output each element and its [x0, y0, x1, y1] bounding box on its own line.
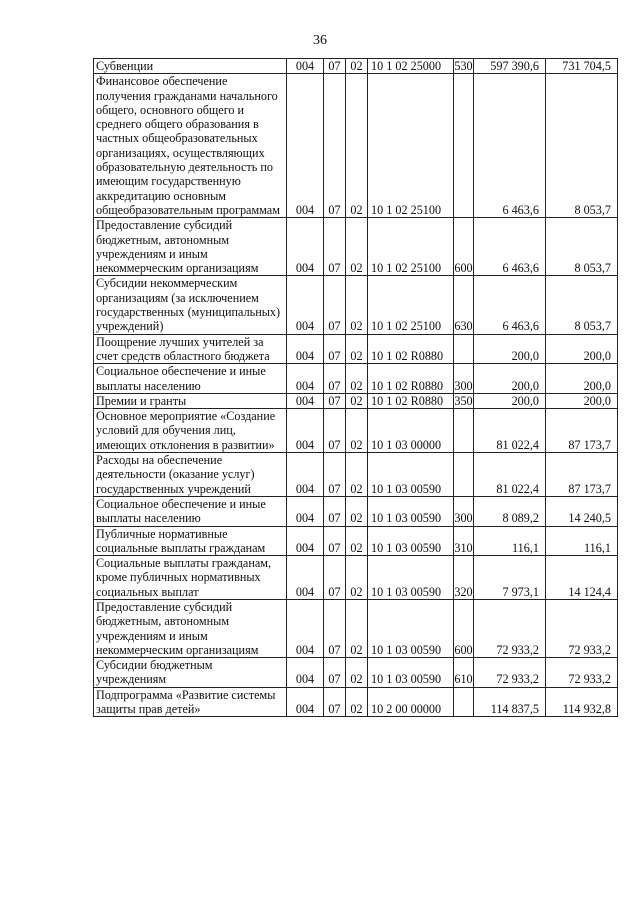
ministry-code-cell: 004	[287, 364, 324, 394]
item-name-cell: Субсидии бюджетным учреждениям	[94, 658, 287, 688]
section-code-cell: 07	[324, 59, 346, 74]
target-article-cell: 10 1 03 00590	[368, 526, 454, 556]
ministry-code-cell: 004	[287, 496, 324, 526]
item-name-cell: Финансовое обеспечение получения гражданами начального общего, основного общего и среднего общего образования в частных общеобразовательных организациях, осуществляющих образовательную деятельность по имеющим государственную аккредитацию основным общеобразовательным программам	[94, 74, 287, 218]
section-code-cell: 07	[324, 364, 346, 394]
item-name-cell: Социальные выплаты гражданам, кроме публичных нормативных социальных выплат	[94, 556, 287, 600]
amount-year2-cell: 116,1	[546, 526, 618, 556]
amount-year2-cell: 87 173,7	[546, 409, 618, 453]
table-row	[94, 334, 618, 364]
ministry-code-cell: 004	[287, 276, 324, 334]
item-name-cell: Подпрограмма «Развитие системы защиты прав детей»	[94, 687, 287, 717]
ministry-code-cell: 004	[287, 658, 324, 688]
target-article-cell: 10 1 03 00590	[368, 453, 454, 497]
amount-year2-cell: 72 933,2	[546, 599, 618, 657]
ministry-code-cell: 004	[287, 409, 324, 453]
amount-year1-cell: 72 933,2	[474, 658, 546, 688]
item-name-cell: Основное мероприятие «Создание условий для обучения лиц, имеющих отклонения в развитии»	[94, 409, 287, 453]
table-row	[94, 74, 618, 218]
expense-type-cell	[454, 687, 474, 717]
target-article-cell: 10 1 02 25100	[368, 276, 454, 334]
table-row	[94, 599, 618, 657]
section-code-cell: 07	[324, 276, 346, 334]
section-code-cell: 07	[324, 218, 346, 276]
target-article-cell: 10 1 02 R0880	[368, 393, 454, 408]
item-name-cell: Премии и гранты	[94, 393, 287, 408]
amount-year2-cell: 8 053,7	[546, 276, 618, 334]
ministry-code-cell: 004	[287, 59, 324, 74]
expense-type-cell: 300	[454, 496, 474, 526]
amount-year1-cell: 597 390,6	[474, 59, 546, 74]
table-row	[94, 364, 618, 394]
amount-year2-cell: 14 124,4	[546, 556, 618, 600]
amount-year1-cell: 200,0	[474, 364, 546, 394]
ministry-code-cell: 004	[287, 599, 324, 657]
subsection-code-cell: 02	[346, 74, 368, 218]
target-article-cell: 10 1 02 25100	[368, 218, 454, 276]
target-article-cell: 10 1 03 00590	[368, 599, 454, 657]
ministry-code-cell: 004	[287, 74, 324, 218]
expense-type-cell	[454, 409, 474, 453]
amount-year1-cell: 116,1	[474, 526, 546, 556]
item-name-cell: Расходы на обеспечение деятельности (оказание услуг) государственных учреждений	[94, 453, 287, 497]
item-name-cell: Субвенции	[94, 59, 287, 74]
budget-table	[93, 58, 618, 717]
amount-year2-cell: 87 173,7	[546, 453, 618, 497]
target-article-cell: 10 1 02 R0880	[368, 334, 454, 364]
expense-type-cell	[454, 453, 474, 497]
target-article-cell: 10 1 03 00590	[368, 556, 454, 600]
amount-year2-cell: 72 933,2	[546, 658, 618, 688]
section-code-cell: 07	[324, 334, 346, 364]
amount-year1-cell: 81 022,4	[474, 409, 546, 453]
expense-type-cell: 350	[454, 393, 473, 408]
subsection-code-cell: 02	[346, 364, 368, 394]
table-row	[94, 687, 618, 717]
amount-year1-cell: 200,0	[474, 334, 546, 364]
table-row	[94, 393, 618, 408]
expense-type-cell: 610	[454, 658, 474, 688]
table-row	[94, 276, 618, 334]
expense-type-cell	[454, 334, 474, 364]
item-name-cell: Социальное обеспечение и иные выплаты населению	[94, 364, 287, 394]
amount-year1-cell: 200,0	[474, 393, 546, 408]
subsection-code-cell: 02	[346, 526, 368, 556]
expense-type-cell	[454, 74, 474, 218]
section-code-cell: 07	[324, 496, 346, 526]
table-row	[94, 556, 618, 600]
amount-year2-cell: 8 053,7	[546, 74, 618, 218]
subsection-code-cell: 02	[346, 218, 368, 276]
ministry-code-cell: 004	[287, 453, 324, 497]
subsection-code-cell: 02	[346, 687, 368, 717]
ministry-code-cell: 004	[287, 393, 324, 408]
subsection-code-cell: 02	[346, 556, 368, 600]
subsection-code-cell: 02	[346, 334, 368, 364]
expense-type-cell: 630	[454, 276, 474, 334]
section-code-cell: 07	[324, 74, 346, 218]
section-code-cell: 07	[324, 658, 346, 688]
target-article-cell: 10 1 02 25000	[368, 59, 454, 74]
amount-year1-cell: 8 089,2	[474, 496, 546, 526]
ministry-code-cell: 004	[287, 526, 324, 556]
amount-year2-cell: 200,0	[546, 334, 618, 364]
table-row	[94, 59, 618, 74]
expense-type-cell: 600	[454, 218, 474, 276]
section-code-cell: 07	[324, 453, 346, 497]
item-name-cell: Публичные нормативные социальные выплаты гражданам	[94, 526, 287, 556]
subsection-code-cell: 02	[346, 276, 368, 334]
target-article-cell: 10 1 03 00000	[368, 409, 454, 453]
ministry-code-cell: 004	[287, 218, 324, 276]
table-row	[94, 658, 618, 688]
section-code-cell: 07	[324, 599, 346, 657]
amount-year2-cell: 200,0	[546, 393, 618, 408]
section-code-cell: 07	[324, 409, 346, 453]
amount-year2-cell: 731 704,5	[546, 59, 618, 74]
section-code-cell: 07	[324, 687, 346, 717]
table-row	[94, 453, 618, 497]
amount-year2-cell: 200,0	[546, 364, 618, 394]
table-row	[94, 218, 618, 276]
amount-year1-cell: 6 463,6	[474, 74, 546, 218]
ministry-code-cell: 004	[287, 687, 324, 717]
subsection-code-cell: 02	[346, 393, 368, 408]
amount-year1-cell: 81 022,4	[474, 453, 546, 497]
amount-year2-cell: 14 240,5	[546, 496, 618, 526]
section-code-cell: 07	[324, 556, 346, 600]
ministry-code-cell: 004	[287, 556, 324, 600]
item-name-cell: Субсидии некоммерческим организациям (за исключением государственных (муниципальных) учреждений)	[94, 276, 287, 334]
table-row	[94, 409, 618, 453]
item-name-cell: Социальное обеспечение и иные выплаты населению	[94, 496, 287, 526]
subsection-code-cell: 02	[346, 409, 368, 453]
item-name-cell: Предоставление субсидий бюджетным, автономным учреждениям и иным некоммерческим организациям	[94, 599, 287, 657]
target-article-cell: 10 1 03 00590	[368, 658, 454, 688]
expense-type-cell: 600	[454, 599, 474, 657]
item-name-cell: Предоставление субсидий бюджетным, автономным учреждениям и иным некоммерческим организациям	[94, 218, 287, 276]
amount-year2-cell: 114 932,8	[546, 687, 618, 717]
amount-year1-cell: 6 463,6	[474, 276, 546, 334]
budget-table-body	[94, 59, 618, 717]
target-article-cell: 10 2 00 00000	[368, 687, 454, 717]
subsection-code-cell: 02	[346, 59, 368, 74]
expense-type-cell: 300	[454, 364, 474, 394]
target-article-cell: 10 1 03 00590	[368, 496, 454, 526]
subsection-code-cell: 02	[346, 658, 368, 688]
amount-year2-cell: 8 053,7	[546, 218, 618, 276]
ministry-code-cell: 004	[287, 334, 324, 364]
amount-year1-cell: 7 973,1	[474, 556, 546, 600]
target-article-cell: 10 1 02 R0880	[368, 364, 454, 394]
subsection-code-cell: 02	[346, 496, 368, 526]
table-row	[94, 526, 618, 556]
expense-type-cell: 530	[454, 59, 473, 73]
expense-type-cell: 310	[454, 526, 474, 556]
target-article-cell: 10 1 02 25100	[368, 74, 454, 218]
section-code-cell: 07	[324, 393, 346, 408]
item-name-cell: Поощрение лучших учителей за счет средств областного бюджета	[94, 334, 287, 364]
table-row	[94, 496, 618, 526]
expense-type-cell: 320	[454, 556, 474, 600]
subsection-code-cell: 02	[346, 599, 368, 657]
amount-year1-cell: 6 463,6	[474, 218, 546, 276]
page-number: 36	[313, 33, 327, 48]
amount-year1-cell: 114 837,5	[474, 687, 546, 717]
section-code-cell: 07	[324, 526, 346, 556]
amount-year1-cell: 72 933,2	[474, 599, 546, 657]
subsection-code-cell: 02	[346, 453, 368, 497]
